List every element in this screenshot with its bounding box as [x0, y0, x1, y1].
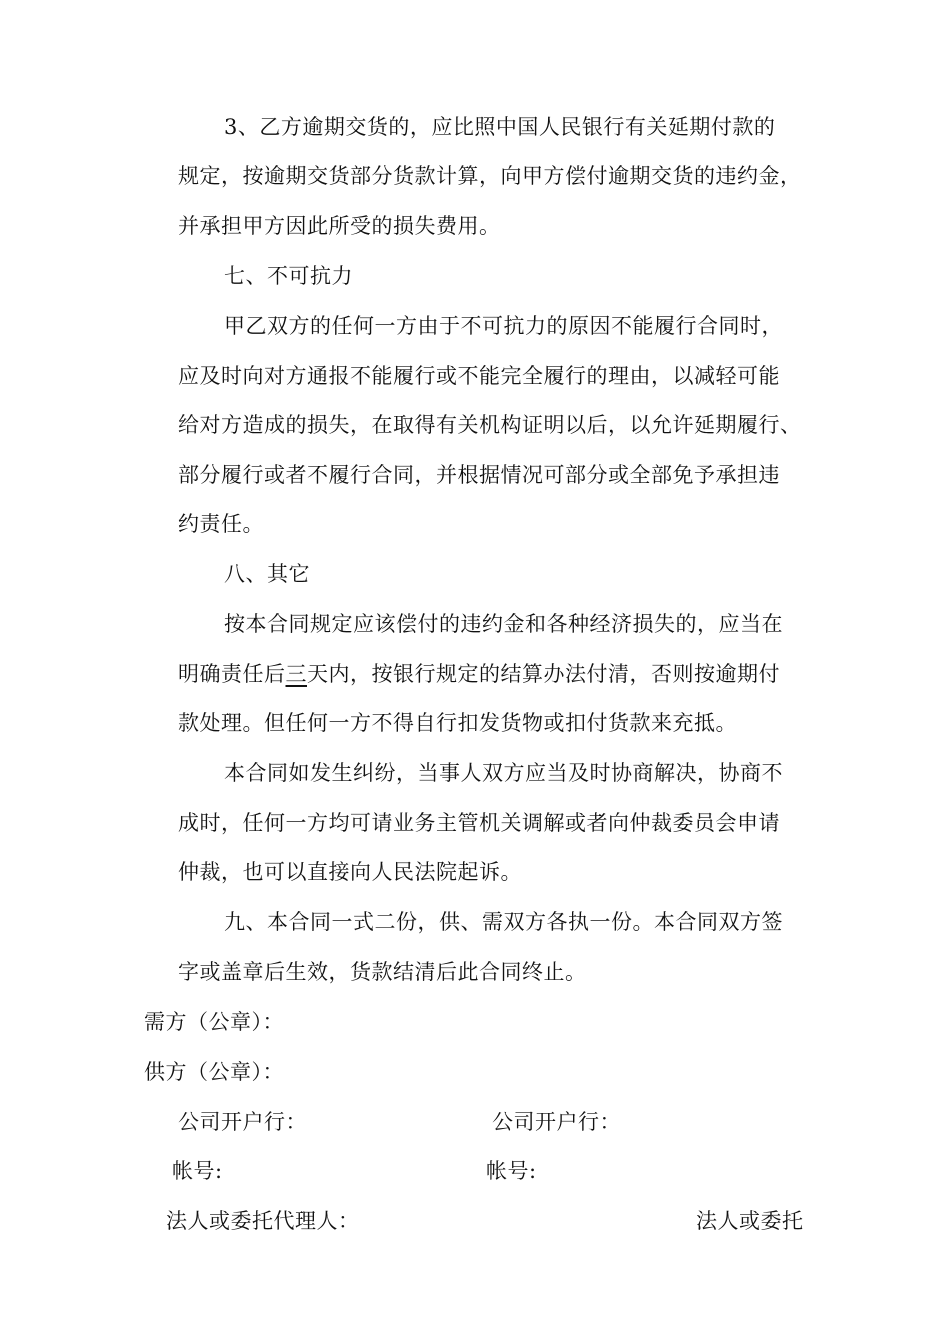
account-label-right: 帐号:: [486, 1159, 537, 1183]
section-8-heading: 八、其它: [224, 562, 310, 586]
account-label-left: 帐号:: [172, 1159, 223, 1183]
bank-label-right: 公司开户行：: [492, 1110, 621, 1134]
force-majeure-line-5: 约责任。: [178, 512, 264, 536]
dispute-line-1: 本合同如发生纠纷，当事人双方应当及时协商解决，协商不: [224, 761, 783, 785]
clause-3-line-3: 并承担甲方因此所受的损失费用。: [178, 214, 501, 238]
line-text-before: 明确责任后: [178, 662, 286, 686]
supply-party-seal: 供方（公章）：: [144, 1060, 284, 1084]
section-9-line-1: 九、本合同一式二份，供、需双方各执一份。本合同双方签: [224, 910, 783, 934]
other-clause-line-2: [178, 660, 780, 688]
section-7-heading: 七、不可抗力: [224, 264, 353, 288]
dispute-line-2: 成时，任何一方均可请业务主管机关调解或者向仲裁委员会申请: [178, 811, 780, 835]
agent-label-right: 法人或委托: [696, 1209, 804, 1233]
bank-label-left: 公司开户行：: [178, 1110, 307, 1134]
demand-party-seal: 需方（公章）：: [144, 1010, 284, 1034]
dispute-line-3: 仲裁，也可以直接向人民法院起诉。: [178, 860, 522, 884]
force-majeure-line-4: 部分履行或者不履行合同，并根据情况可部分或全部免予承担违: [178, 463, 780, 487]
force-majeure-line-1: 甲乙双方的任何一方由于不可抗力的原因不能履行合同时，: [224, 314, 783, 338]
clause-3-line-2: 规定，按逾期交货部分货款计算，向甲方偿付逾期交货的违约金，: [178, 164, 802, 188]
agent-label-left: 法人或委托代理人：: [166, 1209, 360, 1233]
section-9-line-2: 字或盖章后生效，货款结清后此合同终止。: [178, 960, 587, 984]
other-clause-line-1: 按本合同规定应该偿付的违约金和各种经济损失的，应当在: [224, 612, 783, 636]
underlined-days: 三: [285, 662, 307, 686]
force-majeure-line-2: 应及时向对方通报不能履行或不能完全履行的理由，以减轻可能: [178, 364, 780, 388]
force-majeure-line-3: 给对方造成的损失，在取得有关机构证明以后，以允许延期履行、: [178, 413, 802, 437]
other-clause-line-3: 款处理。但任何一方不得自行扣发货物或扣付货款来充抵。: [178, 711, 737, 735]
clause-3-line-1: 3、乙方逾期交货的，应比照中国人民银行有关延期付款的: [224, 115, 776, 139]
line-text-after: 天内，按银行规定的结算办法付清，否则按逾期付: [307, 662, 780, 686]
